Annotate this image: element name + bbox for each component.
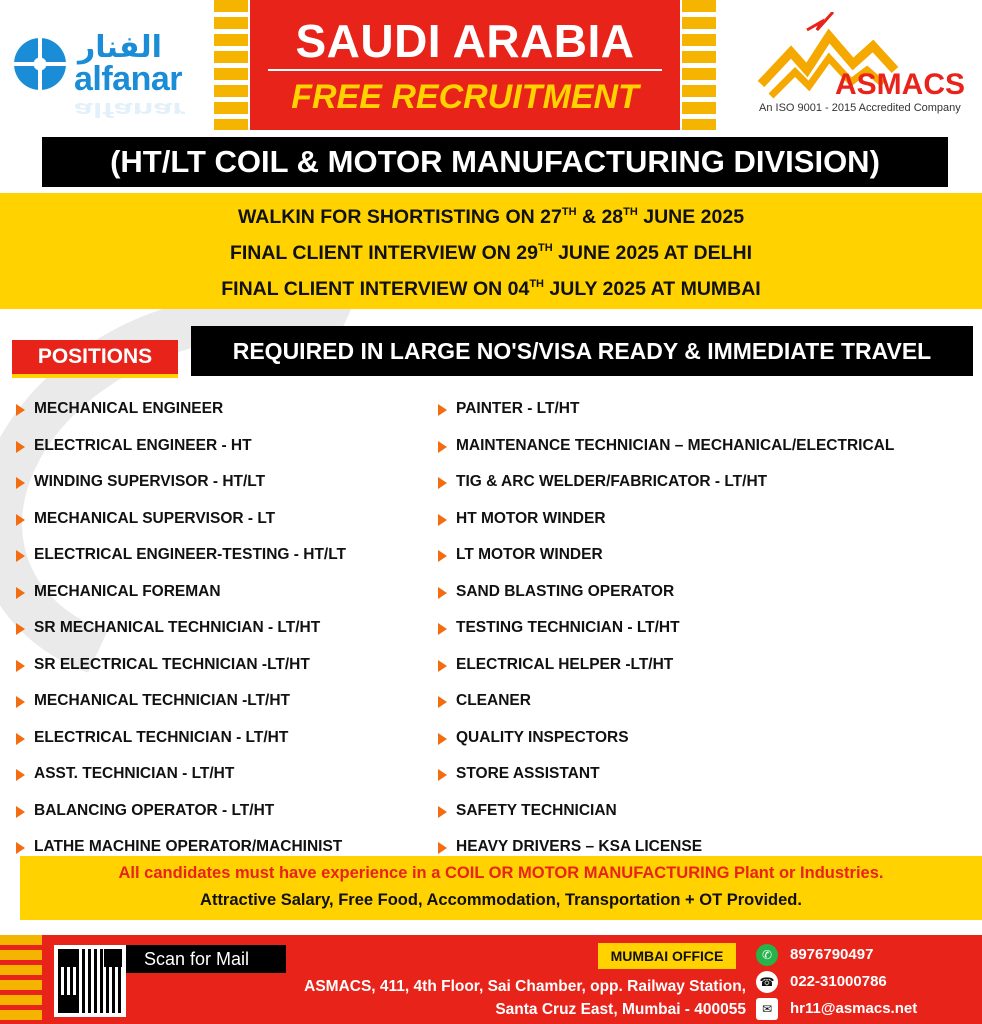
qr-code[interactable] <box>54 945 126 1017</box>
list-item: STORE ASSISTANT <box>438 756 894 793</box>
asmacs-name: ASMACS <box>835 68 966 101</box>
list-item: ASST. TECHNICIAN - LT/HT <box>16 756 346 793</box>
bullet-arrow-icon <box>438 733 447 745</box>
bullet-arrow-icon <box>438 696 447 708</box>
list-item: ELECTRICAL HELPER -LT/HT <box>438 647 894 684</box>
bullet-arrow-icon <box>16 806 25 818</box>
list-item: LATHE MACHINE OPERATOR/MACHINIST <box>16 829 346 866</box>
positions-list-left <box>16 391 346 866</box>
bullet-arrow-icon <box>16 404 25 416</box>
bullet-arrow-icon <box>16 769 25 781</box>
page-subtitle: FREE RECRUITMENT <box>291 78 639 116</box>
list-item: ELECTRICAL TECHNICIAN - LT/HT <box>16 720 346 757</box>
list-item: SAND BLASTING OPERATOR <box>438 574 894 611</box>
list-item: ELECTRICAL ENGINEER - HT <box>16 428 346 465</box>
phone-icon: ☎ <box>756 971 778 993</box>
bullet-arrow-icon <box>438 660 447 672</box>
footer <box>0 935 982 1024</box>
schedule-line-mumbai: FINAL CLIENT INTERVIEW ON 04TH JULY 2025 AT MUMBAI <box>221 278 761 300</box>
bullet-arrow-icon <box>16 477 25 489</box>
bullet-arrow-icon <box>16 733 25 745</box>
bullet-arrow-icon <box>16 550 25 562</box>
benefits-text: Attractive Salary, Free Food, Accommodation, Transportation + OT Provided. <box>200 891 802 909</box>
schedule-line-delhi: FINAL CLIENT INTERVIEW ON 29TH JUNE 2025 AT DELHI <box>229 242 753 264</box>
bullet-arrow-icon <box>438 514 447 526</box>
alfanar-globe-icon <box>14 38 66 90</box>
whatsapp-icon: ✆ <box>756 944 778 966</box>
title-box <box>250 0 680 130</box>
list-item: SR ELECTRICAL TECHNICIAN -LT/HT <box>16 647 346 684</box>
positions-list-right <box>438 391 894 866</box>
division-banner: (HT/LT COIL & MOTOR MANUFACTURING DIVISION) <box>42 137 948 187</box>
office-address <box>276 975 746 1021</box>
address-line: Santa Cruz East, Mumbai - 400055 <box>495 1001 746 1018</box>
list-item: HT MOTOR WINDER <box>438 501 894 538</box>
bullet-arrow-icon <box>16 441 25 453</box>
header <box>0 0 982 135</box>
schedule-line-walkin: WALKIN FOR SHORTISTING ON 27TH & 28TH JUNE 2025 <box>237 206 745 228</box>
bullet-arrow-icon <box>16 660 25 672</box>
bullet-arrow-icon <box>438 441 447 453</box>
footer-stripes <box>0 935 42 1024</box>
asmacs-tagline: An ISO 9001 - 2015 Accredited Company <box>759 102 961 114</box>
whatsapp-contact[interactable]: ✆ 8976790497 <box>756 941 917 968</box>
email-contact[interactable]: ✉ hr11@asmacs.net <box>756 995 917 1022</box>
alfanar-logo <box>12 30 202 122</box>
list-item: TIG & ARC WELDER/FABRICATOR - LT/HT <box>438 464 894 501</box>
alfanar-arabic-name: الفنار <box>78 31 162 64</box>
bullet-arrow-icon <box>438 477 447 489</box>
list-item: TESTING TECHNICIAN - LT/HT <box>438 610 894 647</box>
list-item: MECHANICAL TECHNICIAN -LT/HT <box>16 683 346 720</box>
list-item: BALANCING OPERATOR - LT/HT <box>16 793 346 830</box>
bullet-arrow-icon <box>16 842 25 854</box>
bullet-arrow-icon <box>438 769 447 781</box>
alfanar-reflection: alfanar <box>74 98 186 122</box>
list-item: HEAVY DRIVERS – KSA LICENSE <box>438 829 894 866</box>
list-item: SR MECHANICAL TECHNICIAN - LT/HT <box>16 610 346 647</box>
page-title: SAUDI ARABIA <box>295 15 635 67</box>
bullet-arrow-icon <box>438 550 447 562</box>
positions-badge: POSITIONS <box>12 340 178 378</box>
bullet-arrow-icon <box>16 587 25 599</box>
list-item: LT MOTOR WINDER <box>438 537 894 574</box>
bullet-arrow-icon <box>16 696 25 708</box>
bullet-arrow-icon <box>16 623 25 635</box>
list-item: SAFETY TECHNICIAN <box>438 793 894 830</box>
bullet-arrow-icon <box>438 404 447 416</box>
list-item: QUALITY INSPECTORS <box>438 720 894 757</box>
bullet-arrow-icon <box>438 842 447 854</box>
list-item: ELECTRICAL ENGINEER-TESTING - HT/LT <box>16 537 346 574</box>
list-item: MECHANICAL ENGINEER <box>16 391 346 428</box>
notice-panel <box>20 856 982 920</box>
title-divider <box>268 69 662 71</box>
schedule-panel <box>0 193 982 309</box>
list-item: MECHANICAL FOREMAN <box>16 574 346 611</box>
office-label: MUMBAI OFFICE <box>598 943 736 969</box>
alfanar-name: alfanar <box>74 60 182 98</box>
list-item: WINDING SUPERVISOR - HT/LT <box>16 464 346 501</box>
list-item: MAINTENANCE TECHNICIAN – MECHANICAL/ELECTRICAL <box>438 428 894 465</box>
required-banner: REQUIRED IN LARGE NO'S/VISA READY & IMMEDIATE TRAVEL <box>191 326 973 376</box>
address-line: ASMACS, 411, 4th Floor, Sai Chamber, opp. Railway Station, <box>304 978 746 995</box>
phone-contact[interactable]: ☎ 022-31000786 <box>756 968 917 995</box>
list-item: PAINTER - LT/HT <box>438 391 894 428</box>
list-item: MECHANICAL SUPERVISOR - LT <box>16 501 346 538</box>
bullet-arrow-icon <box>438 623 447 635</box>
bullet-arrow-icon <box>438 587 447 599</box>
yellow-stripes-right <box>682 0 716 130</box>
scan-label: Scan for Mail <box>126 945 286 973</box>
bullet-arrow-icon <box>438 806 447 818</box>
qr-code-icon <box>58 949 122 1013</box>
contact-list <box>756 941 917 1022</box>
experience-requirement: All candidates must have experience in a COIL OR MOTOR MANUFACTURING Plant or Industries. <box>118 864 884 882</box>
list-item: CLEANER <box>438 683 894 720</box>
yellow-stripes-left <box>214 0 248 130</box>
bullet-arrow-icon <box>16 514 25 526</box>
mail-icon: ✉ <box>756 998 778 1020</box>
asmacs-logo <box>755 12 970 122</box>
